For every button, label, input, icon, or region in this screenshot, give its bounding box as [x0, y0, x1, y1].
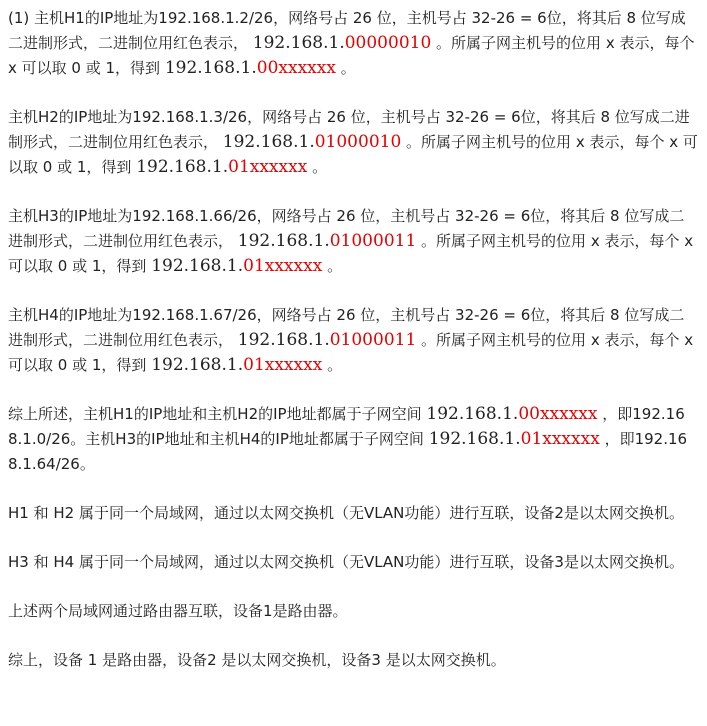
h4-subnet-bits: 01xxxxxx — [243, 355, 323, 375]
h2-text-3: 。 — [312, 158, 328, 176]
h3-binary-bits: 01000011 — [329, 231, 417, 251]
paragraph-h2 — [8, 105, 699, 180]
h3-text-3: 。 — [327, 257, 343, 275]
h4-binary-address — [238, 330, 416, 350]
summary-text-2: ，即192.168.1.0/26。主机H3的IP地址和主机H4的IP地址都属于子网空间 — [8, 405, 685, 448]
paragraph-device-3: H3 和 H4 属于同一个局域网，通过以太网交换机（无VLAN功能）进行互联，设备3是以太网交换机。 — [8, 553, 684, 571]
h1-text-3: 。 — [340, 59, 356, 77]
h1-subnet-prefix: 192.168.1. — [164, 58, 257, 78]
h2-text-2: 。所属子网主机号的位用 x 表示，每个 x 可以取 0 或 1，得到 — [8, 133, 698, 176]
paragraph-conclusion: 综上，设备 1 是路由器，设备2 是以太网交换机，设备3 是以太网交换机。 — [8, 651, 506, 669]
h2-subnet-prefix: 192.168.1. — [136, 157, 229, 177]
h2-subnet-bits: 01xxxxxx — [228, 157, 308, 177]
h1-binary-bits: 00000010 — [344, 33, 432, 53]
subnet-a-bits: 00xxxxxx — [518, 404, 598, 424]
h4-text-1: 主机H4的IP地址为192.168.1.67/26，网络号占 26 位，主机号占 32-26 = 6位，将其后 8 位写成二进制形式，二进制位用红色表示， — [8, 306, 685, 349]
h4-text-2: 。所属子网主机号的位用 x 表示，每个 x 可以取 0 或 1，得到 — [8, 331, 694, 374]
h3-text-2: 。所属子网主机号的位用 x 表示，每个 x 可以取 0 或 1，得到 — [8, 232, 694, 275]
summary-text-3: ，即192.168.1.64/26。 — [8, 430, 688, 473]
h2-binary-prefix: 192.168.1. — [222, 132, 315, 152]
subnet-a-prefix: 192.168.1. — [426, 404, 519, 424]
h2-subnet-pattern — [136, 157, 307, 177]
h3-subnet-prefix: 192.168.1. — [151, 256, 244, 276]
h1-subnet-pattern — [165, 58, 336, 78]
h4-binary-bits: 01000011 — [329, 330, 417, 350]
subnet-b-bits: 01xxxxxx — [520, 429, 600, 449]
paragraph-device-2: H1 和 H2 属于同一个局域网，通过以太网交换机（无VLAN功能）进行互联，设备2是以太网交换机。 — [8, 504, 684, 522]
paragraph-h1 — [8, 6, 699, 81]
h1-binary-prefix: 192.168.1. — [252, 33, 345, 53]
paragraph-h4 — [8, 303, 699, 378]
h2-binary-address — [223, 132, 401, 152]
h2-binary-bits: 01000010 — [314, 132, 402, 152]
h1-text-1: (1) 主机H1的IP地址为192.168.1.2/26，网络号占 26 位，主机号占 32-26 = 6位，将其后 8 位写成二进制形式，二进制位用红色表示， — [8, 9, 686, 52]
h4-binary-prefix: 192.168.1. — [237, 330, 330, 350]
paragraph-h3 — [8, 204, 699, 279]
subnet-a-pattern — [426, 404, 597, 424]
h3-subnet-pattern — [151, 256, 322, 276]
h2-text-1: 主机H2的IP地址为192.168.1.3/26，网络号占 26 位，主机号占 32-26 = 6位，将其后 8 位写成二进制形式，二进制位用红色表示， — [8, 108, 690, 151]
h3-binary-address — [238, 231, 416, 251]
summary-text-1: 综上所述，主机H1的IP地址和主机H2的IP地址都属于子网空间 — [8, 405, 422, 423]
h3-binary-prefix: 192.168.1. — [237, 231, 330, 251]
paragraph-summary-subnets — [8, 402, 699, 477]
subnet-b-pattern — [429, 429, 600, 449]
subnet-b-prefix: 192.168.1. — [428, 429, 521, 449]
h3-text-1: 主机H3的IP地址为192.168.1.66/26，网络号占 26 位，主机号占 32-26 = 6位，将其后 8 位写成二进制形式，二进制位用红色表示， — [8, 207, 685, 250]
h1-subnet-bits: 00xxxxxx — [256, 58, 336, 78]
h1-binary-address — [253, 33, 431, 53]
h4-subnet-pattern — [151, 355, 322, 375]
h4-subnet-prefix: 192.168.1. — [151, 355, 244, 375]
paragraph-device-1: 上述两个局域网通过路由器互联，设备1是路由器。 — [8, 602, 348, 620]
h1-text-2: 。所属子网主机号的位用 x 表示，每个 x 可以取 0 或 1，得到 — [8, 34, 695, 77]
h4-text-3: 。 — [327, 356, 343, 374]
h3-subnet-bits: 01xxxxxx — [243, 256, 323, 276]
